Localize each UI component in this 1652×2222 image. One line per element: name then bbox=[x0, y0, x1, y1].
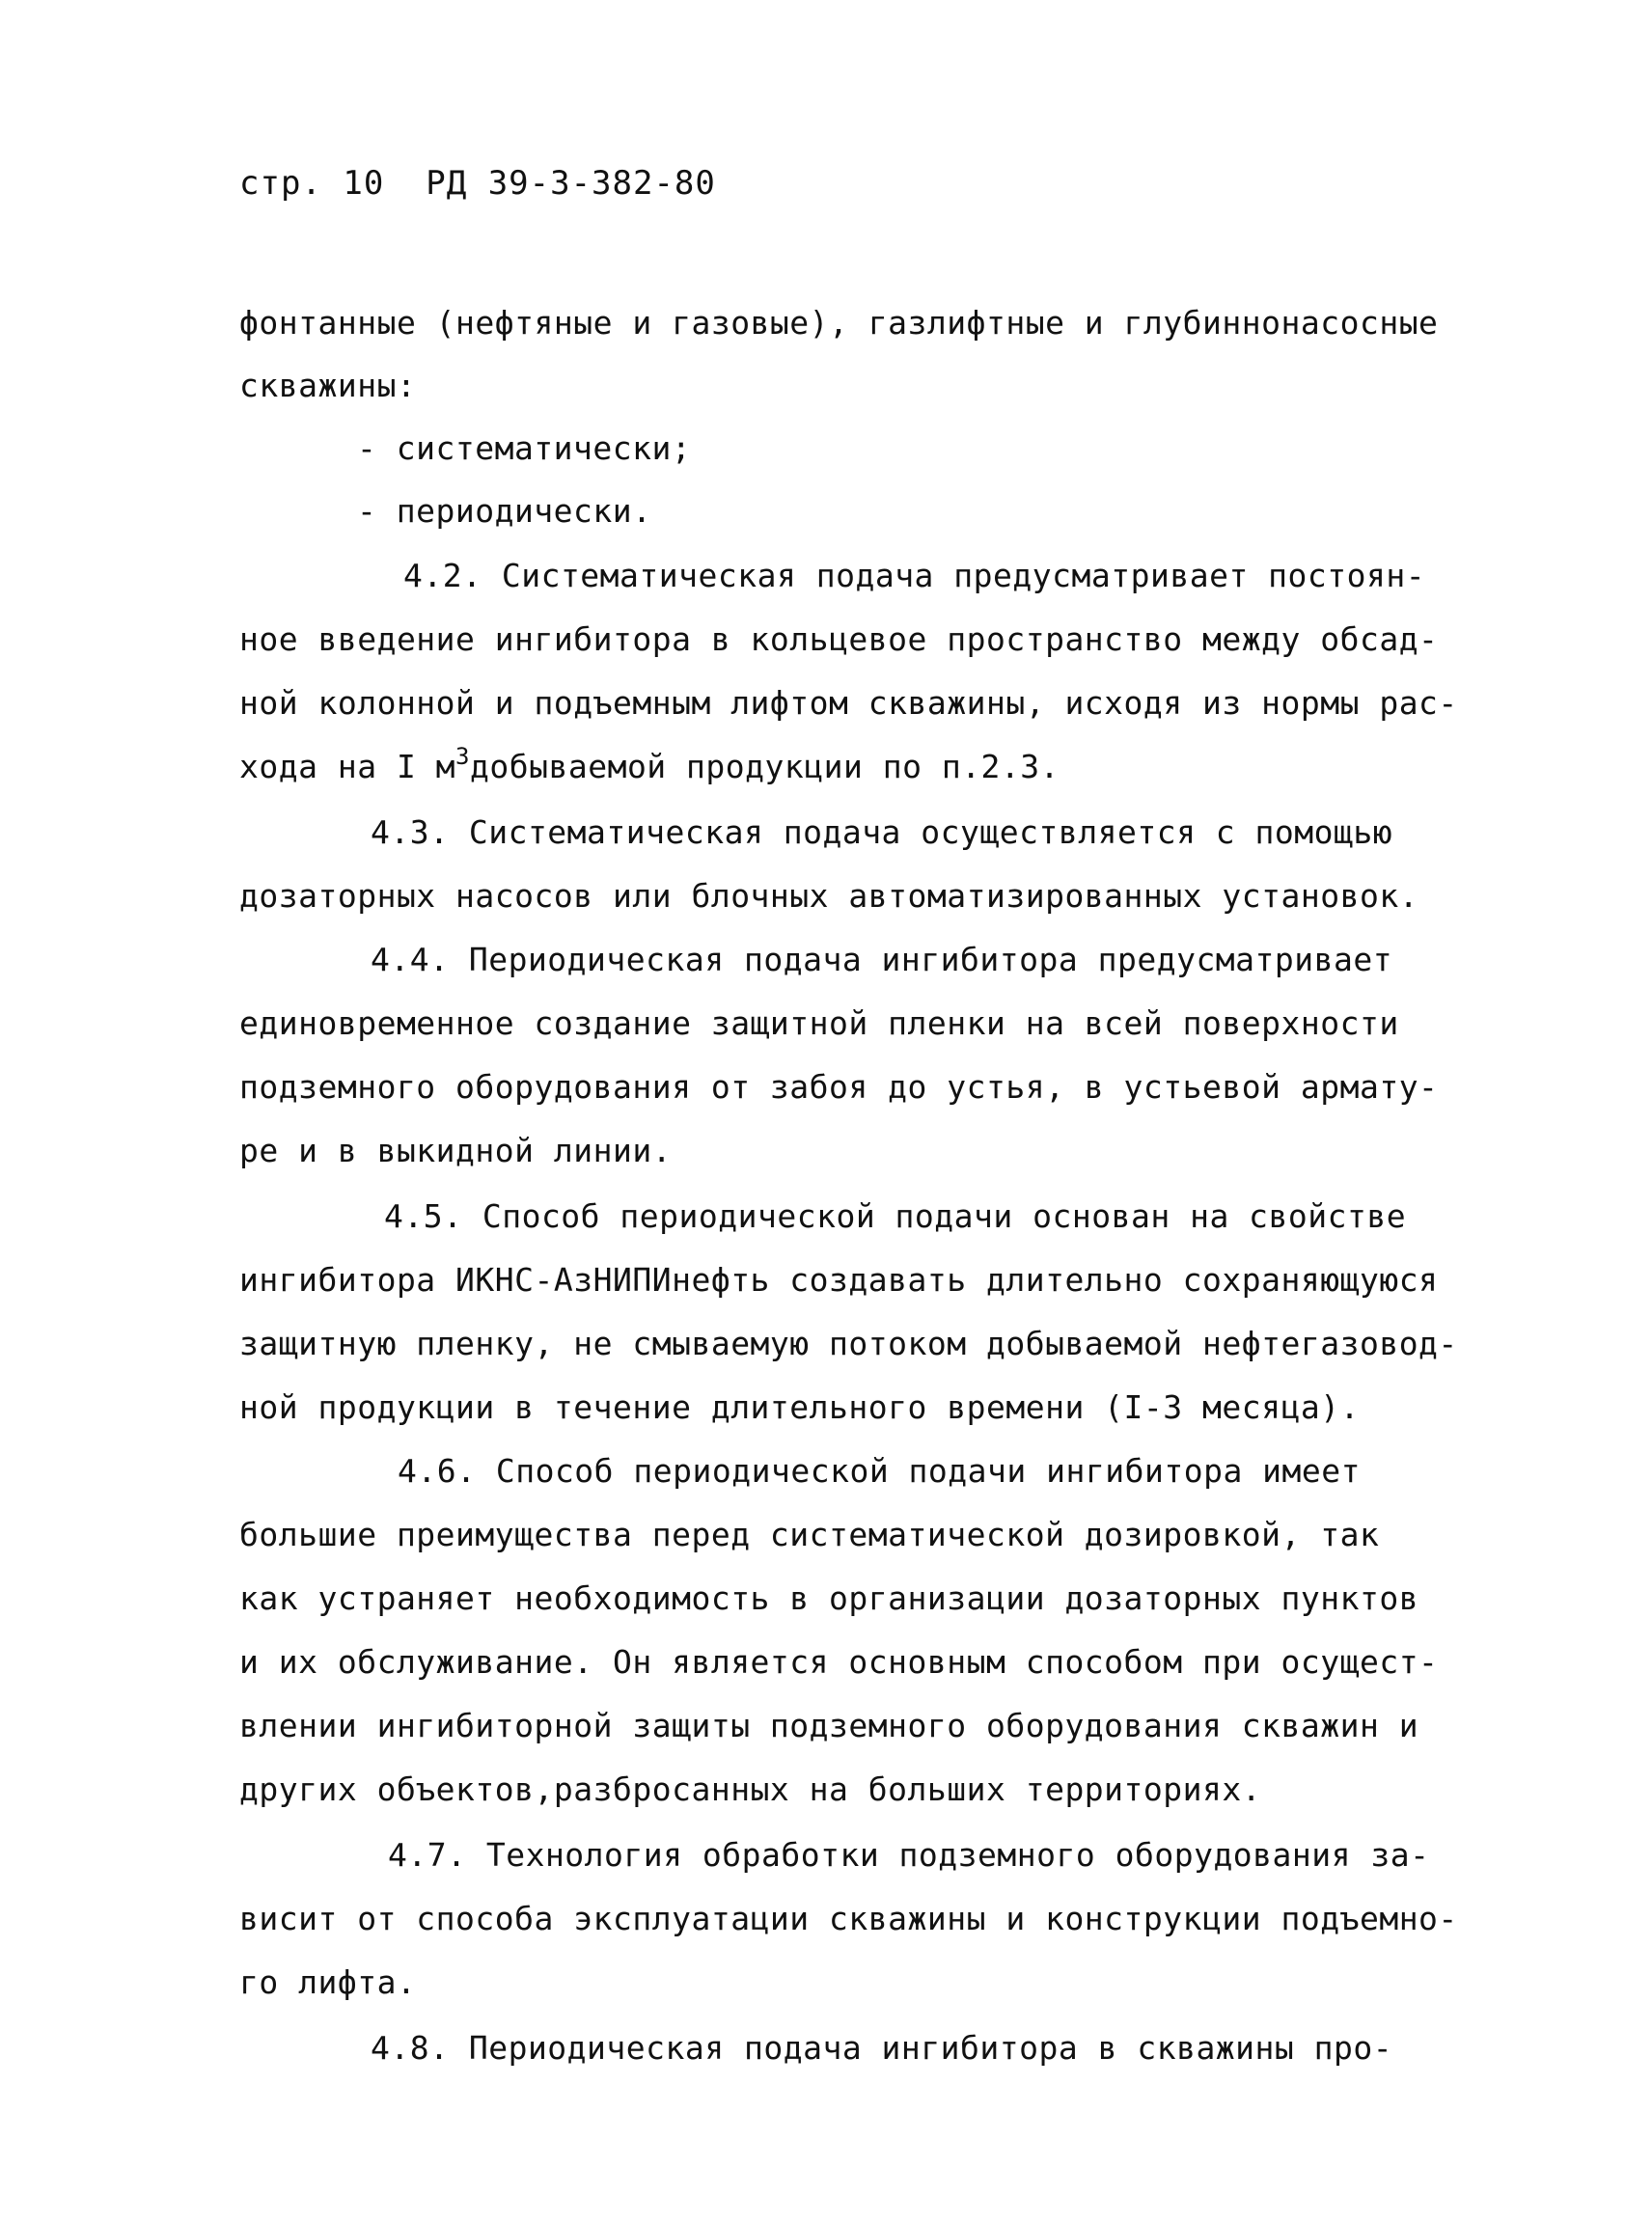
list-item-systematic: - систематически; bbox=[357, 429, 692, 467]
page-number: 10 bbox=[343, 164, 385, 203]
text-line: ре и в выкидной линии. bbox=[239, 1132, 673, 1169]
paragraph-4-4-line: 4.4. Периодическая подача ингибитора предусматривает bbox=[371, 941, 1393, 978]
text-line: ной колонной и подъемным лифтом скважины, исходя из нормы рас- bbox=[239, 684, 1458, 722]
text-line: подземного оборудования от забоя до устья, в устьевой армату- bbox=[239, 1068, 1439, 1106]
paragraph-4-8-line: 4.8. Периодическая подача ингибитора в скважины про- bbox=[371, 2029, 1393, 2067]
text-line: висит от способа эксплуатации скважины и конструкции подъемно- bbox=[239, 1900, 1458, 1937]
paragraph-4-2-line: 4.2. Систематическая подача предусматривает постоян- bbox=[403, 557, 1426, 594]
text-line: и их обслуживание. Он является основным способом при осущест- bbox=[239, 1643, 1439, 1681]
paragraph-4-6-line: 4.6. Способ периодической подачи ингибитора имеет bbox=[398, 1452, 1362, 1490]
page-label: стр. bbox=[239, 164, 322, 203]
text-line: дозаторных насосов или блочных автоматизированных установок. bbox=[239, 877, 1419, 915]
superscript-cubic: 3 bbox=[455, 743, 470, 770]
text-line: как устраняет необходимость в организации дозаторных пунктов bbox=[239, 1579, 1419, 1617]
text-line: ной продукции в течение длительного времени (I-3 месяца). bbox=[239, 1388, 1360, 1426]
paragraph-4-5-line: 4.5. Способ периодической подачи основан на свойстве bbox=[384, 1197, 1407, 1235]
document-code: РД 39-3-382-80 bbox=[426, 164, 716, 203]
list-item-periodic: - периодически. bbox=[357, 492, 652, 530]
text-line: фонтанные (нефтяные и газовые), газлифтные и глубиннонасосные bbox=[239, 304, 1439, 342]
page-header bbox=[239, 164, 716, 203]
text-line: скважины: bbox=[239, 367, 417, 404]
text-line: го лифта. bbox=[239, 1963, 417, 2001]
text-line: защитную пленку, не смываемую потоком добываемой нефтегазовод- bbox=[239, 1325, 1458, 1362]
text-line: большие преимущества перед систематической дозировкой, так bbox=[239, 1516, 1380, 1553]
text-line: других объектов,разбросанных на больших территориях. bbox=[239, 1770, 1262, 1808]
text-line: ингибитора ИКНС-АзНИПИнефть создавать длительно сохраняющуюся bbox=[239, 1261, 1439, 1299]
text-line: единовременное создание защитной пленки на всей поверхности bbox=[239, 1004, 1399, 1042]
paragraph-4-7-line: 4.7. Технология обработки подземного оборудования за- bbox=[388, 1836, 1430, 1874]
paragraph-4-3-line: 4.3. Систематическая подача осуществляется с помощью bbox=[371, 813, 1393, 851]
text-line: ное введение ингибитора в кольцевое пространство между обсад- bbox=[239, 620, 1439, 658]
text-line: влении ингибиторной защиты подземного оборудования скважин и bbox=[239, 1707, 1419, 1744]
text-line-with-superscript: хода на I $м^3добываемой$ продукции по п.2.3. bbox=[239, 743, 1060, 785]
